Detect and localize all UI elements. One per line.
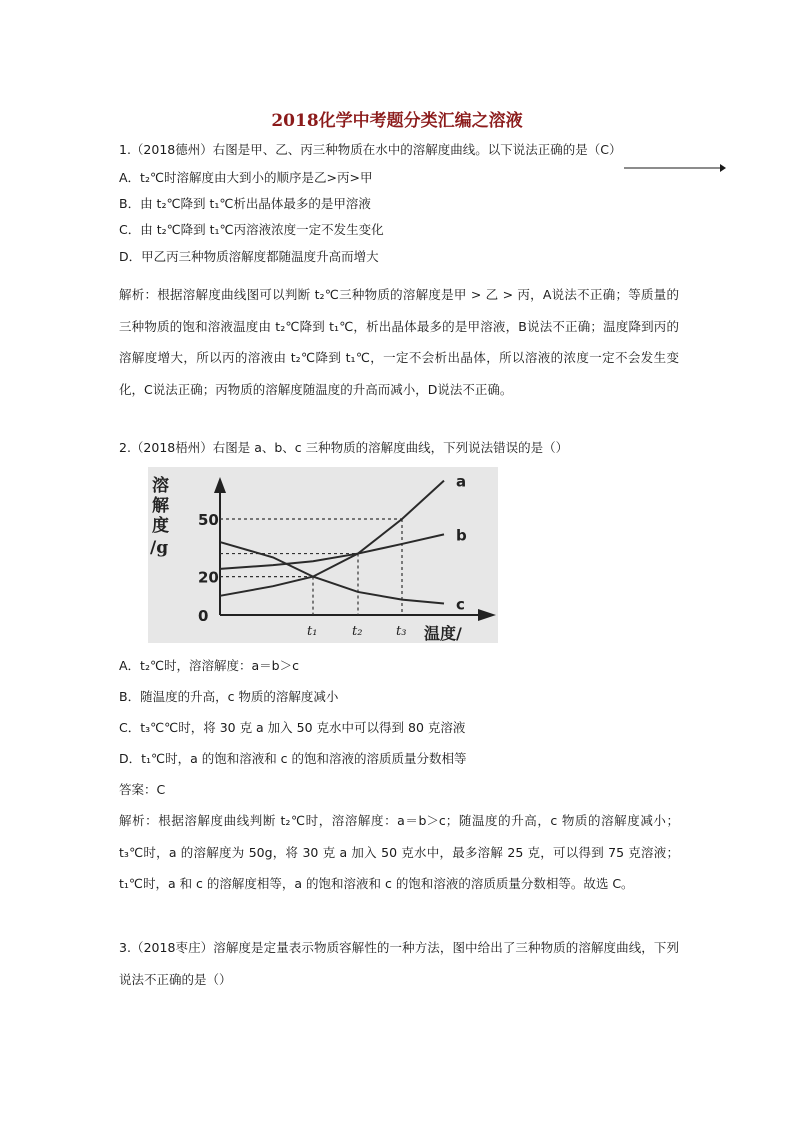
- q3-stem: 3.（2018枣庄）溶解度是定量表示物质容解性的一种方法，图中给出了三种物质的溶解度曲线，下列说法不正确的是（）: [119, 940, 679, 987]
- series-label-c: c: [456, 595, 465, 614]
- x-tick-label: t₁: [307, 624, 318, 639]
- y-axis-label-2: 解: [152, 496, 169, 516]
- q2-option-d: D．t₁℃时，a 的饱和溶液和 c 的饱和溶液的溶质质量分数相等: [119, 751, 467, 766]
- series-label-b: b: [456, 526, 467, 545]
- y-axis-arrow: [214, 477, 226, 493]
- y-axis-label-4: /g: [150, 538, 169, 558]
- q1-analysis: 解析：根据溶解度曲线图可以判断 t₂℃三种物质的溶解度是甲 > 乙 > 丙，A说法不正确；等质量的三种物质的饱和溶液温度由 t₂℃降到 t₁℃，析出晶体最多的是甲溶液，B说法不正确；温度降到丙的溶解度增大，所以丙的溶液由 t₂℃降到 t₁℃，一定不会析出晶体，所以溶液的浓度一定不会发生变化，C说法正确；丙物质的溶解度随温度的升高而减小，D说法不正确。: [119, 287, 679, 397]
- q1-option-d: D．甲乙丙三种物质溶解度都随温度升高而增大: [119, 249, 379, 264]
- y-tick-label: 0: [198, 607, 209, 625]
- x-axis-arrow: [478, 609, 496, 621]
- q1-option-a: A．t₂℃时溶解度由大到小的顺序是乙>丙>甲: [119, 170, 373, 185]
- y-axis-label-1: 溶: [152, 476, 169, 496]
- q2-option-c: C．t₃℃℃时，将 30 克 a 加入 50 克水中可以得到 80 克溶液: [119, 720, 466, 735]
- q1-option-c: C．由 t₂℃降到 t₁℃丙溶液浓度一定不发生变化: [119, 222, 384, 237]
- x-tick-label: t₃: [396, 624, 407, 639]
- y-tick-label: 20: [198, 568, 219, 587]
- q2-analysis: 解析：根据溶解度曲线判断 t₂℃时，溶溶解度：a＝b＞c；随温度的升高，c 物质的溶解度减小；t₃℃时，a 的溶解度为 50g，将 30 克 a 加入 50 克水中，最多溶解 25 克，可以得到 75 克溶液；t₁℃时，a 和 c 的溶解度相等，a 的饱和溶液和 c 的饱和溶液的溶质质量分数相等。故选 C。: [119, 813, 679, 891]
- curve-c: [220, 542, 444, 603]
- page-title: 2018化学中考题分类汇编之溶液: [271, 111, 523, 131]
- q2-option-a: A．t₂℃时，溶溶解度：a＝b＞c: [119, 658, 299, 673]
- x-tick-label: t₂: [352, 624, 363, 639]
- y-tick-label: 50: [198, 511, 219, 529]
- q1-option-b: B．由 t₂℃降到 t₁℃析出晶体最多的是甲溶液: [119, 196, 371, 211]
- q2-option-b: B．随温度的升高，c 物质的溶解度减小: [119, 689, 339, 704]
- series-label-a: a: [456, 472, 467, 491]
- q2-stem: 2.（2018梧州）右图是 a、b、c 三种物质的溶解度曲线，下列说法错误的是（）: [119, 440, 569, 455]
- solubility-chart: [148, 467, 498, 643]
- curve-a: [220, 481, 444, 596]
- q1-stem: 1.（2018德州）右图是甲、乙、丙三种物质在水中的溶解度曲线。以下说法正确的是（C）: [119, 142, 622, 157]
- y-axis-label-3: 度: [152, 516, 169, 536]
- x-axis-label: 温度/: [424, 624, 462, 643]
- solubility-chart-svg: [148, 467, 498, 643]
- q2-answer: 答案：C: [119, 782, 166, 797]
